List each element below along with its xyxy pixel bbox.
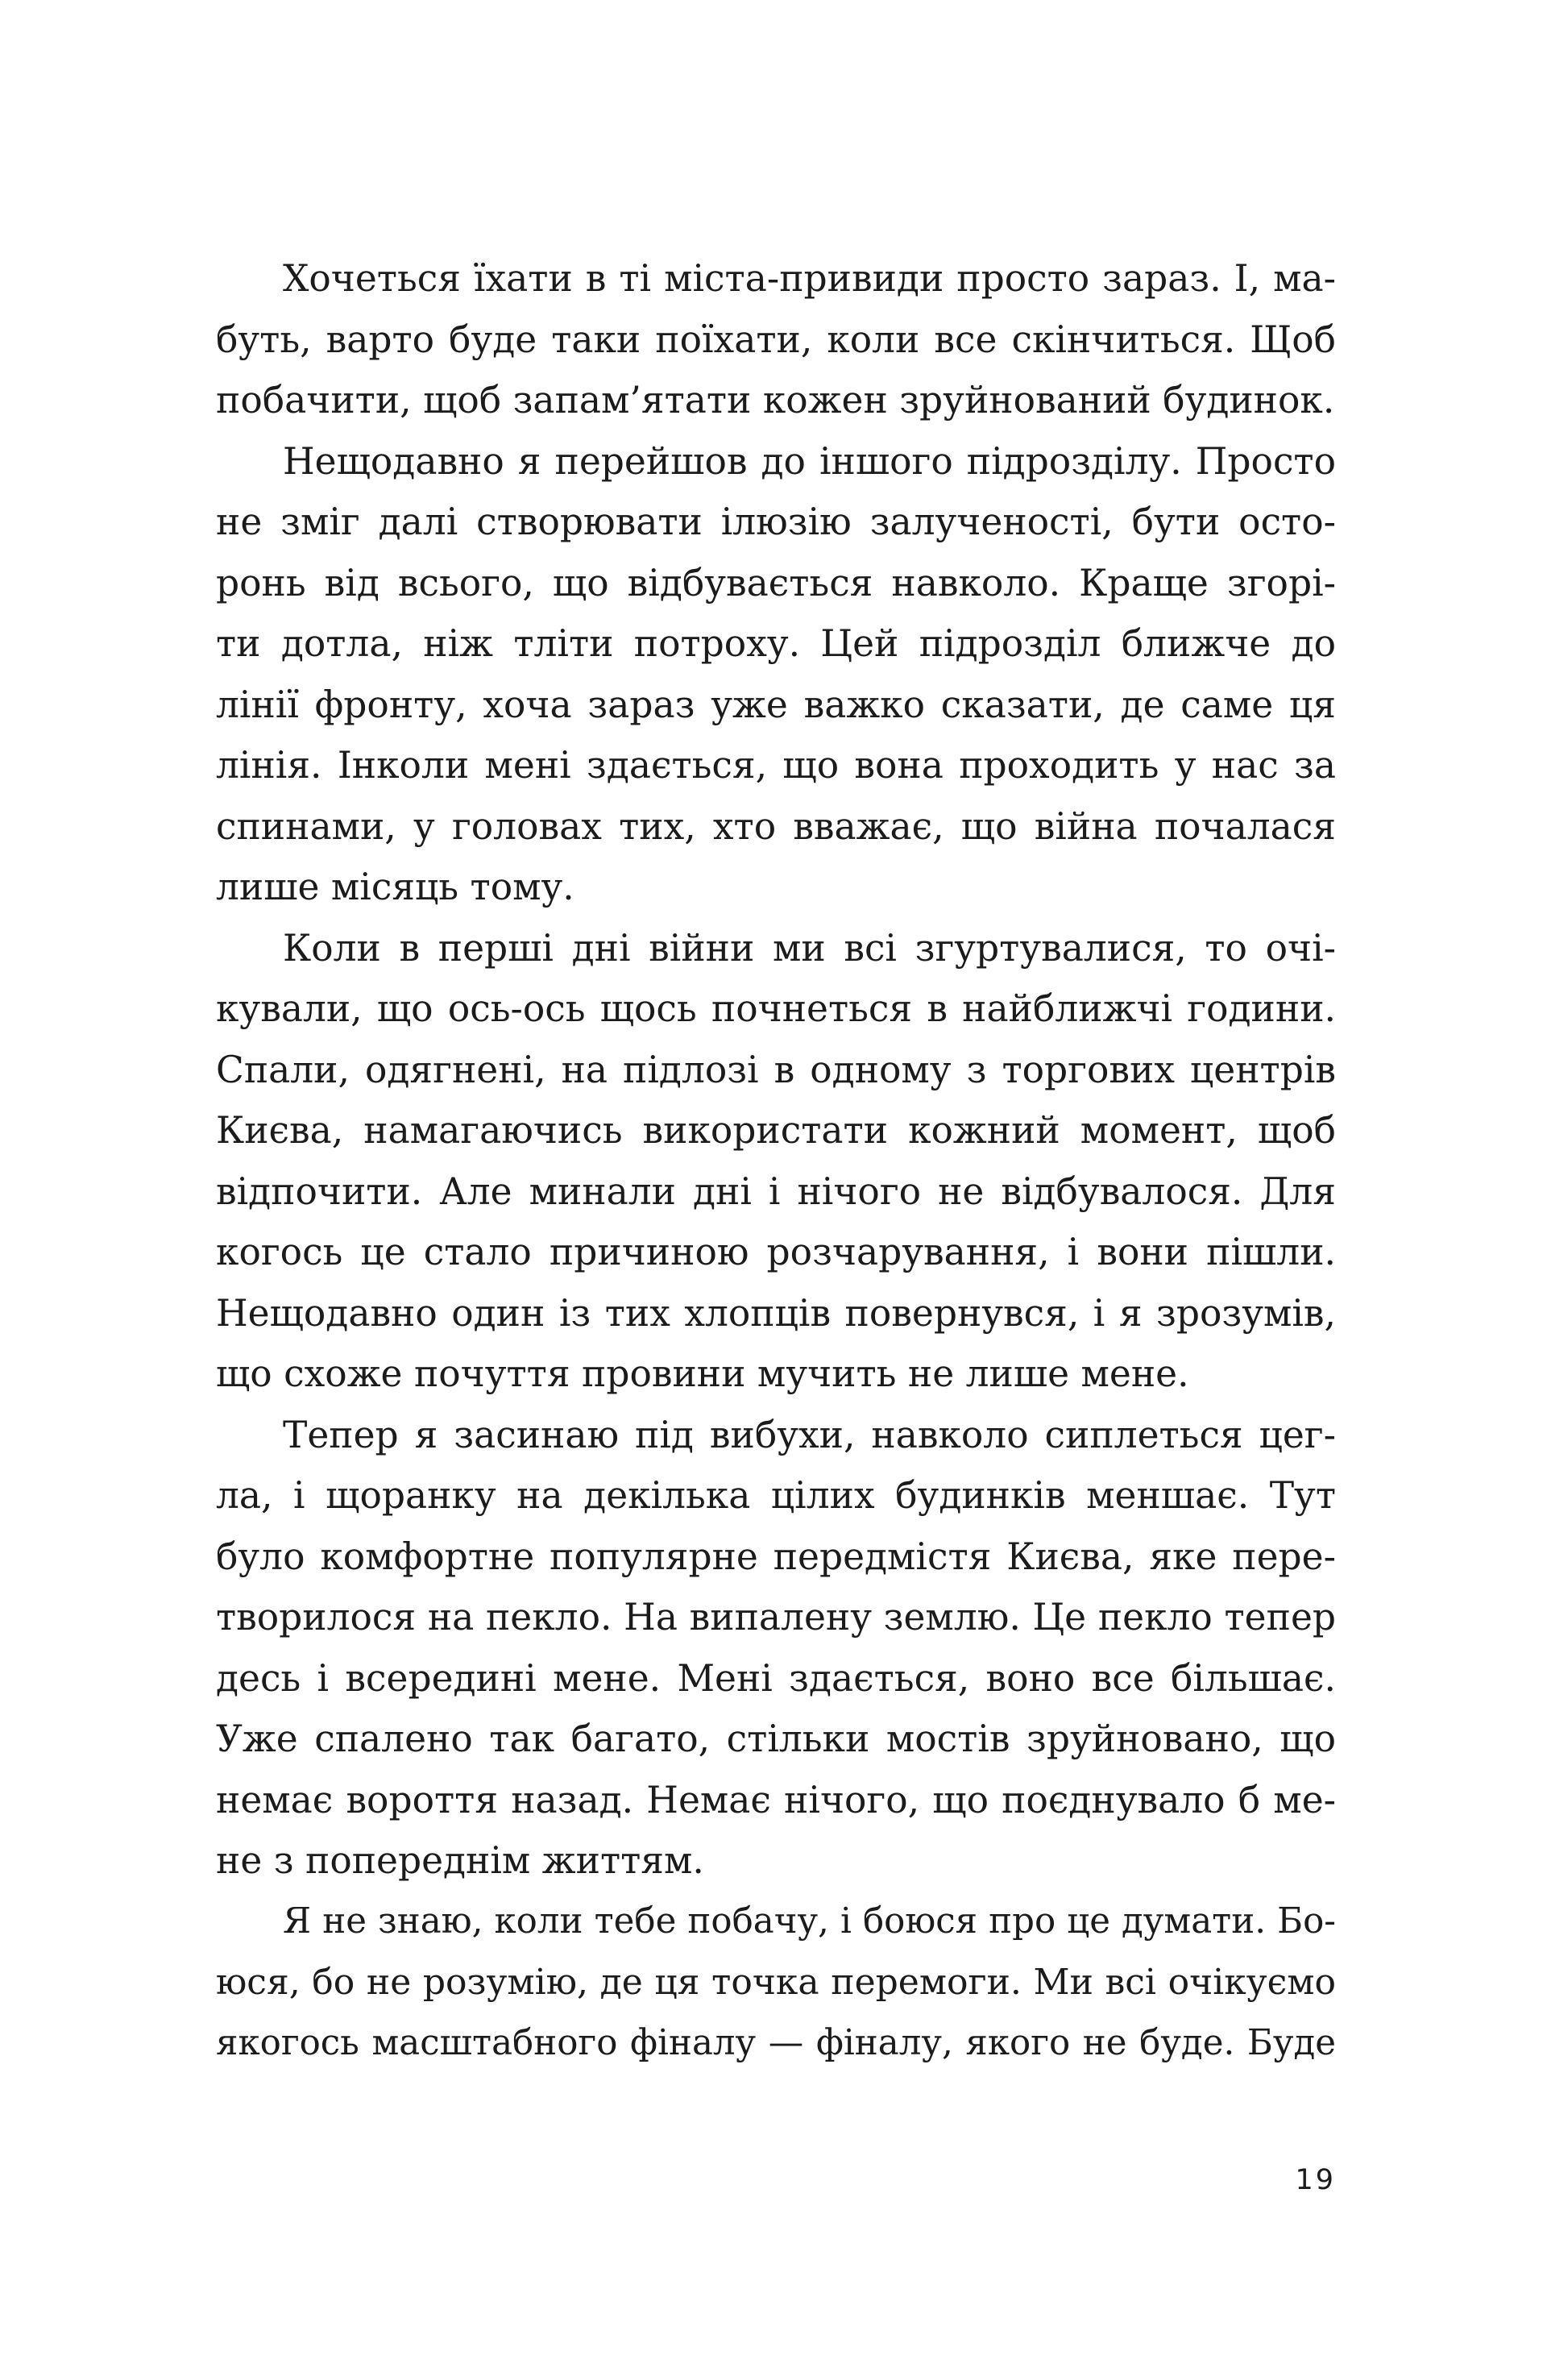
body-text — [216, 248, 1336, 2074]
text-line: Я не знаю, коли тебе побачу, і боюся про це думати. Бо- — [283, 1900, 1336, 1942]
text-line: десь і всередині мене. Мені здається, воно все більшає. — [216, 1656, 1336, 1700]
text-line: Коли в перші дні війни ми всі згуртувалися, то очі- — [283, 926, 1336, 970]
text-line: творилося на пекло. На випалену землю. Це пекло тепер — [216, 1596, 1336, 1639]
text-line: якогось масштабного фіналу — фіналу, якого не буде. Буде — [216, 2022, 1336, 2063]
text-line: лінії фронту, хоча зараз уже важко сказати, де саме ця — [216, 683, 1336, 726]
text-line: когось це стало причиною розчарування, і вони пішли. — [216, 1231, 1336, 1273]
text-line: ла, і щоранку на декілька цілих будинків меншає. Тут — [216, 1474, 1336, 1517]
text-line: кували, що ось-ось щось почнеться в найближчі години. — [216, 987, 1336, 1030]
text-line: було комфортне популярне передмістя Києва, яке пере- — [216, 1535, 1336, 1578]
text-line: ти дотла, ніж тліти потроху. Цей підрозділ ближче до — [216, 622, 1336, 665]
text-line: Нещодавно я перейшов до іншого підрозділу. Просто — [283, 439, 1336, 483]
text-line: відпочити. Але минали дні і нічого не відбувалося. Для — [216, 1169, 1336, 1213]
page-number: 19 — [1295, 2164, 1336, 2196]
text-line: що схоже почуття провини мучить не лише мене. — [216, 1352, 1189, 1395]
text-line: немає вороття назад. Немає нічого, що поєднувало б ме- — [216, 1778, 1336, 1821]
text-line: не з попереднім життям. — [216, 1839, 704, 1882]
text-line: побачити, щоб запам’ятати кожен зруйнований будинок. — [216, 379, 1335, 422]
text-line: буть, варто буде таки поїхати, коли все скінчиться. Щоб — [216, 318, 1336, 361]
text-line: Спали, одягнені, на підлозі в одному з торгових центрів — [216, 1048, 1336, 1091]
text-line: лише місяць тому. — [216, 866, 574, 908]
text-line: Тепер я засинаю під вибухи, навколо сиплеться цег- — [283, 1413, 1336, 1456]
text-line: Києва, намагаючись використати кожний момент, щоб — [216, 1109, 1336, 1152]
text-line: ронь від всього, що відбувається навколо. Краще згорі- — [216, 561, 1336, 604]
text-line: Уже спалено так багато, стільки мостів зруйновано, що — [216, 1718, 1336, 1760]
text-line: Нещодавно один із тих хлопців повернувся, і я зрозумів, — [216, 1291, 1336, 1335]
text-line: спинами, у головах тих, хто вважає, що війна почалася — [216, 804, 1336, 848]
text-line: Хочеться їхати в ті міста-привиди просто зараз. І, ма- — [283, 257, 1336, 300]
text-line: юся, бо не розумію, де ця точка перемоги. Ми всі очікуємо — [216, 1962, 1336, 2003]
text-line: не зміг далі створювати ілюзію залученості, бути осто- — [216, 501, 1336, 543]
text-line: лінія. Інколи мені здається, що вона проходить у нас за — [216, 744, 1336, 787]
